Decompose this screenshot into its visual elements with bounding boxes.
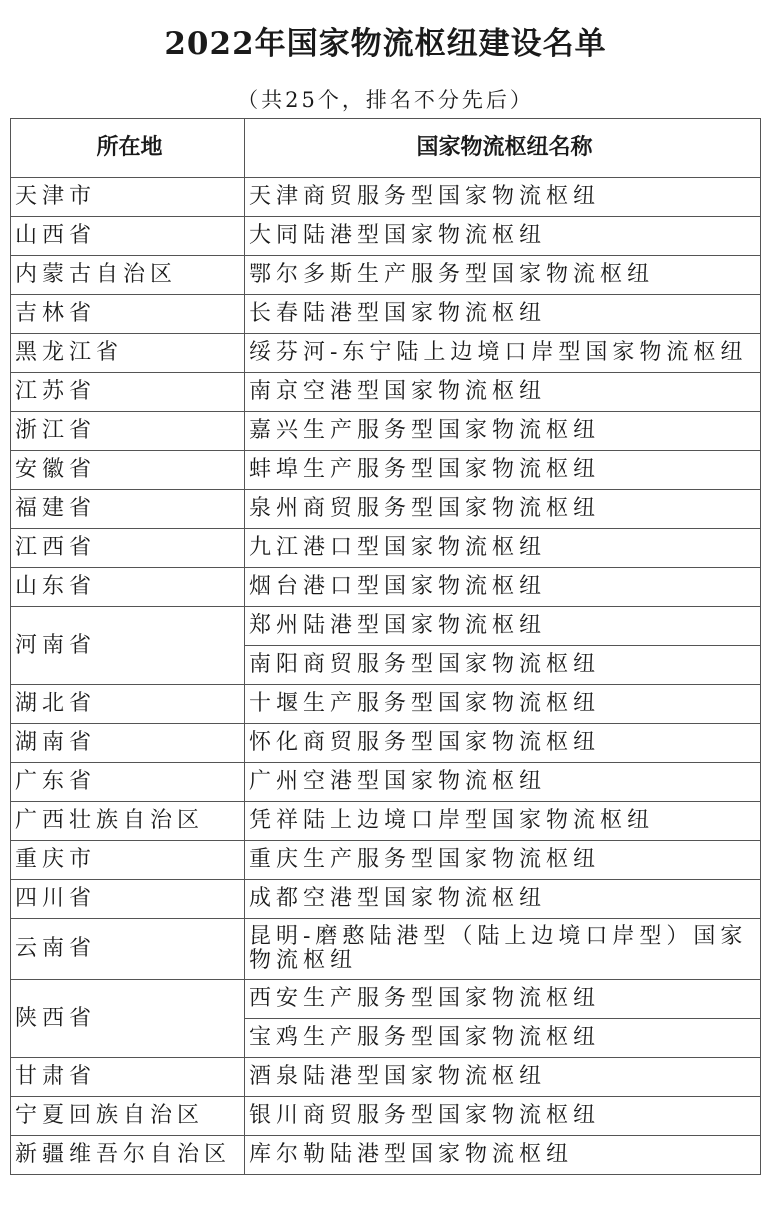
table-row (11, 412, 761, 451)
table-row (11, 178, 761, 217)
table-row (11, 256, 761, 295)
hub-name-cell: 天津商贸服务型国家物流枢纽 (245, 178, 761, 217)
hub-name-cell: 南阳商贸服务型国家物流枢纽 (245, 646, 761, 685)
location-cell: 湖南省 (11, 724, 245, 763)
location-cell: 内蒙古自治区 (11, 256, 245, 295)
hub-name-cell: 嘉兴生产服务型国家物流枢纽 (245, 412, 761, 451)
location-cell: 江苏省 (11, 373, 245, 412)
table-row (11, 685, 761, 724)
table-body (11, 178, 761, 1175)
location-cell: 四川省 (11, 880, 245, 919)
location-cell: 浙江省 (11, 412, 245, 451)
table-row (11, 980, 761, 1019)
table-row (11, 1058, 761, 1097)
hub-name-cell: 怀化商贸服务型国家物流枢纽 (245, 724, 761, 763)
location-cell: 湖北省 (11, 685, 245, 724)
hub-name-cell: 泉州商贸服务型国家物流枢纽 (245, 490, 761, 529)
hub-name-cell: 烟台港口型国家物流枢纽 (245, 568, 761, 607)
hub-name-cell: 大同陆港型国家物流枢纽 (245, 217, 761, 256)
hub-name-cell: 库尔勒陆港型国家物流枢纽 (245, 1136, 761, 1175)
location-cell: 广东省 (11, 763, 245, 802)
table-header-row (11, 119, 761, 178)
table-row (11, 919, 761, 980)
table-row (11, 1097, 761, 1136)
location-cell: 江西省 (11, 529, 245, 568)
location-cell: 山西省 (11, 217, 245, 256)
table-row (11, 568, 761, 607)
hub-name-cell: 蚌埠生产服务型国家物流枢纽 (245, 451, 761, 490)
table-row (11, 607, 761, 646)
table-row (11, 1136, 761, 1175)
location-cell: 安徽省 (11, 451, 245, 490)
hub-name-cell: 鄂尔多斯生产服务型国家物流枢纽 (245, 256, 761, 295)
table-row (11, 841, 761, 880)
header-hub-name: 国家物流枢纽名称 (245, 119, 761, 178)
location-cell: 重庆市 (11, 841, 245, 880)
document-subtitle: （共25个，排名不分先后） (237, 88, 534, 112)
table-row (11, 217, 761, 256)
hub-name-cell: 成都空港型国家物流枢纽 (245, 880, 761, 919)
table-row (11, 334, 761, 373)
location-cell: 宁夏回族自治区 (11, 1097, 245, 1136)
location-cell: 陕西省 (11, 980, 245, 1058)
header-location: 所在地 (11, 119, 245, 178)
table-row (11, 490, 761, 529)
location-cell: 甘肃省 (11, 1058, 245, 1097)
hub-name-cell: 酒泉陆港型国家物流枢纽 (245, 1058, 761, 1097)
table-row (11, 763, 761, 802)
hub-name-cell: 广州空港型国家物流枢纽 (245, 763, 761, 802)
location-cell: 新疆维吾尔自治区 (11, 1136, 245, 1175)
location-cell: 广西壮族自治区 (11, 802, 245, 841)
hub-name-cell: 长春陆港型国家物流枢纽 (245, 295, 761, 334)
table-row (11, 880, 761, 919)
location-cell: 河南省 (11, 607, 245, 685)
table-row (11, 295, 761, 334)
hub-name-cell: 绥芬河-东宁陆上边境口岸型国家物流枢纽 (245, 334, 761, 373)
location-cell: 福建省 (11, 490, 245, 529)
location-cell: 山东省 (11, 568, 245, 607)
location-cell: 吉林省 (11, 295, 245, 334)
table-row (11, 724, 761, 763)
hub-name-cell: 郑州陆港型国家物流枢纽 (245, 607, 761, 646)
document-title: 2022年国家物流枢纽建设名单 (164, 26, 607, 62)
hub-name-cell: 银川商贸服务型国家物流枢纽 (245, 1097, 761, 1136)
location-cell: 云南省 (11, 919, 245, 980)
location-cell: 黑龙江省 (11, 334, 245, 373)
hub-name-cell: 重庆生产服务型国家物流枢纽 (245, 841, 761, 880)
hub-name-cell: 宝鸡生产服务型国家物流枢纽 (245, 1019, 761, 1058)
hub-name-cell: 凭祥陆上边境口岸型国家物流枢纽 (245, 802, 761, 841)
hub-name-cell: 九江港口型国家物流枢纽 (245, 529, 761, 568)
hub-list-table (10, 118, 761, 1175)
table-row (11, 802, 761, 841)
hub-name-cell: 十堰生产服务型国家物流枢纽 (245, 685, 761, 724)
hub-name-cell: 南京空港型国家物流枢纽 (245, 373, 761, 412)
hub-name-cell: 西安生产服务型国家物流枢纽 (245, 980, 761, 1019)
hub-name-cell: 昆明-磨憨陆港型（陆上边境口岸型）国家物流枢纽 (245, 919, 761, 980)
location-cell: 天津市 (11, 178, 245, 217)
table-row (11, 373, 761, 412)
table-row (11, 529, 761, 568)
table-row (11, 451, 761, 490)
